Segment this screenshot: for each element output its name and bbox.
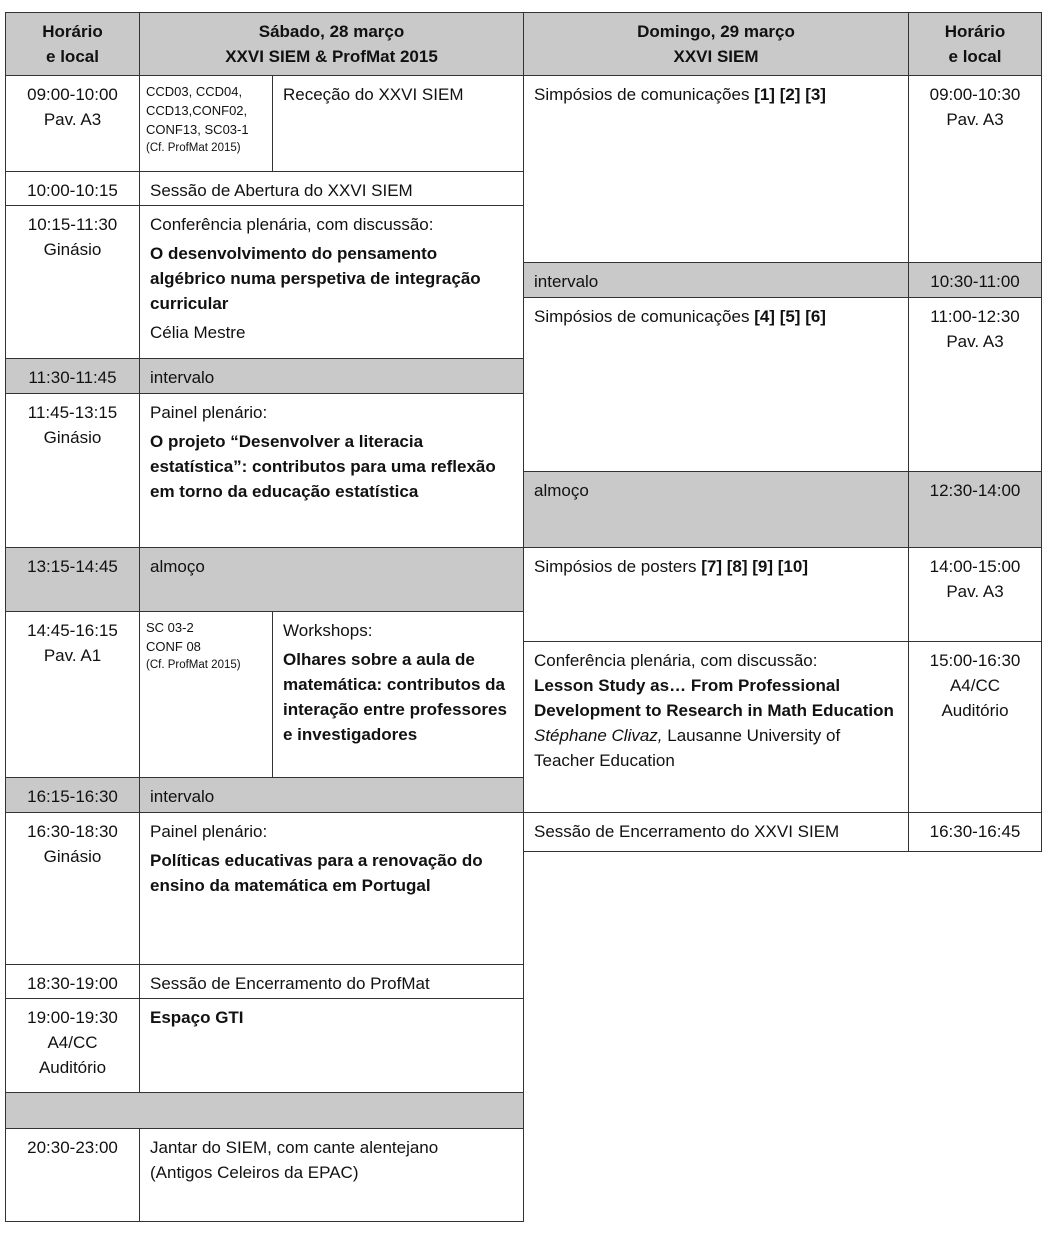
event-text: Receção do XXVI SIEM [283, 85, 464, 104]
sun-place-5-line2: Auditório [941, 701, 1009, 720]
sun-time-5-value: 15:00-16:30 [929, 651, 1021, 670]
sat-event-7 [139, 777, 524, 813]
saturday-subtitle: XXVI SIEM & ProfMat 2015 [225, 47, 438, 66]
event-title: O desenvolvimento do pensamento algébrico numa perspetiva de integração curricular [150, 244, 481, 313]
event-refs: [7] [8] [9] [10] [701, 557, 808, 576]
event-intro: Workshops: [283, 621, 373, 640]
header-saturday [139, 12, 524, 76]
sat-empty-break [5, 1092, 524, 1129]
event-refs: [4] [5] [6] [754, 307, 826, 326]
event-text: Sessão de Abertura do XXVI SIEM [150, 181, 413, 200]
sat-event-3 [139, 358, 524, 394]
sat-time-4 [5, 393, 140, 548]
header-time-right-line1: Horário [944, 22, 1006, 41]
sat-event-10 [139, 998, 524, 1093]
sat-event-9 [139, 964, 524, 999]
saturday-title: Sábado, 28 março [258, 22, 405, 41]
event-speaker: Stéphane Clivaz, [534, 726, 663, 745]
sun-place-4: Pav. A3 [946, 582, 1004, 601]
header-time-right-line2: e local [948, 47, 1002, 66]
sun-time-6 [908, 812, 1042, 852]
code-line: SC 03-2 [146, 620, 194, 635]
sat-time-2-value: 10:15-11:30 [27, 215, 118, 234]
sun-time-0 [908, 75, 1042, 263]
sun-time-1-value: 10:30-11:00 [930, 272, 1020, 291]
code-line: CCD03, CCD04, [146, 84, 243, 99]
event-text: intervalo [150, 787, 215, 806]
sunday-subtitle: XXVI SIEM [673, 47, 759, 66]
event-text: Sessão de Encerramento do XXVI SIEM [534, 822, 840, 841]
event-title: Lesson Study as… From Professional Development to Research in Math Education [534, 676, 894, 720]
event-title: Olhares sobre a aula de matemática: contributos da interação entre professores e investigadores [283, 650, 507, 744]
header-time-left [5, 12, 140, 76]
sat-time-2 [5, 205, 140, 359]
sat-event-11 [139, 1128, 524, 1222]
sun-time-0-value: 09:00-10:30 [929, 85, 1021, 104]
sat-event-1 [139, 171, 524, 206]
sun-event-4 [523, 547, 909, 642]
event-text: Simpósios de comunicações [534, 307, 750, 326]
sun-event-0 [523, 75, 909, 263]
sat-place-10-line1: A4/CC [47, 1033, 98, 1052]
sat-time-6-value: 14:45-16:15 [27, 621, 118, 640]
sat-time-9-value: 18:30-19:00 [27, 974, 118, 993]
sun-place-2: Pav. A3 [946, 332, 1004, 351]
sat-codes-0 [139, 75, 273, 172]
sun-time-2-value: 11:00-12:30 [930, 307, 1020, 326]
sat-time-10-value: 19:00-19:30 [27, 1008, 118, 1027]
code-line: CCD13,CONF02, [146, 103, 248, 118]
sun-place-0: Pav. A3 [946, 110, 1004, 129]
sat-time-7-value: 16:15-16:30 [27, 787, 118, 806]
sat-codes-6 [139, 611, 273, 778]
sun-place-5-line1: A4/CC [949, 676, 1001, 695]
header-time-left-line2: e local [46, 47, 99, 66]
sat-place-6: Pav. A1 [43, 646, 102, 665]
event-intro: Conferência plenária, com discussão: [150, 215, 434, 234]
event-text: intervalo [534, 272, 599, 291]
sat-place-4: Ginásio [43, 428, 102, 447]
event-text: Simpósios de comunicações [534, 85, 750, 104]
sun-event-5 [523, 641, 909, 813]
sat-time-1 [5, 171, 140, 206]
sat-event-6 [272, 611, 524, 778]
code-line: CONF 08 [146, 639, 201, 654]
event-intro: Painel plenário: [150, 403, 268, 422]
sat-time-10 [5, 998, 140, 1093]
event-title: O projeto “Desenvolver a literacia estatística”: contributos para uma reflexão em torno da educação estatística [150, 432, 496, 501]
sat-time-11 [5, 1128, 140, 1222]
sun-time-5 [908, 641, 1042, 813]
sat-time-11-value: 20:30-23:00 [27, 1138, 118, 1157]
sun-time-1 [908, 262, 1042, 298]
sun-time-2 [908, 297, 1042, 472]
event-text: almoço [534, 481, 589, 500]
sun-time-3-value: 12:30-14:00 [929, 481, 1021, 500]
sat-event-4 [139, 393, 524, 548]
sat-place-10-line2: Auditório [38, 1058, 107, 1077]
sat-time-3-value: 11:30-11:45 [28, 368, 117, 387]
sat-time-6 [5, 611, 140, 778]
sun-event-6 [523, 812, 909, 852]
event-text: almoço [150, 557, 205, 576]
sun-time-4 [908, 547, 1042, 642]
sun-event-3 [523, 471, 909, 548]
event-text-line2: (Antigos Celeiros da EPAC) [150, 1163, 359, 1182]
sat-time-1-value: 10:00-10:15 [27, 181, 118, 200]
sat-time-7 [5, 777, 140, 813]
event-title: Espaço GTI [150, 1008, 244, 1027]
sat-time-4-value: 11:45-13:15 [27, 403, 118, 422]
sat-place-2: Ginásio [43, 240, 102, 259]
header-sunday [523, 12, 909, 76]
sat-event-2 [139, 205, 524, 359]
event-text: Sessão de Encerramento do ProfMat [150, 974, 430, 993]
event-text: Simpósios de posters [534, 557, 697, 576]
sat-time-0-value: 09:00-10:00 [27, 85, 118, 104]
sat-time-8-value: 16:30-18:30 [27, 822, 118, 841]
sat-time-0 [5, 75, 140, 172]
codes-note: (Cf. ProfMat 2015) [146, 659, 241, 671]
sun-event-2 [523, 297, 909, 472]
sat-event-0 [272, 75, 524, 172]
event-intro: Painel plenário: [150, 822, 268, 841]
sat-place-8: Ginásio [43, 847, 102, 866]
sat-time-8 [5, 812, 140, 965]
code-line: CONF13, SC03-1 [146, 122, 249, 137]
event-refs: [1] [2] [3] [754, 85, 826, 104]
event-intro: Conferência plenária, com discussão: [534, 651, 818, 670]
event-affiliation: Lausanne University of Teacher Education [534, 726, 841, 770]
sun-time-6-value: 16:30-16:45 [929, 822, 1021, 841]
event-text-line1: Jantar do SIEM, com cante alentejano [150, 1138, 439, 1157]
sunday-title: Domingo, 29 março [637, 22, 795, 41]
event-text: intervalo [150, 368, 215, 387]
sat-time-3 [5, 358, 140, 394]
sat-time-5 [5, 547, 140, 612]
codes-note: (Cf. ProfMat 2015) [146, 142, 241, 154]
sat-event-8 [139, 812, 524, 965]
sat-time-5-value: 13:15-14:45 [27, 557, 118, 576]
header-time-left-line1: Horário [42, 22, 103, 41]
sat-event-5 [139, 547, 524, 612]
sun-event-1 [523, 262, 909, 298]
event-title: Políticas educativas para a renovação do ensino da matemática em Portugal [150, 851, 483, 895]
sat-time-9 [5, 964, 140, 999]
sun-time-3 [908, 471, 1042, 548]
sat-place-0: Pav. A3 [43, 110, 102, 129]
header-time-right [908, 12, 1042, 76]
event-person: Célia Mestre [150, 323, 246, 342]
sun-time-4-value: 14:00-15:00 [929, 557, 1021, 576]
